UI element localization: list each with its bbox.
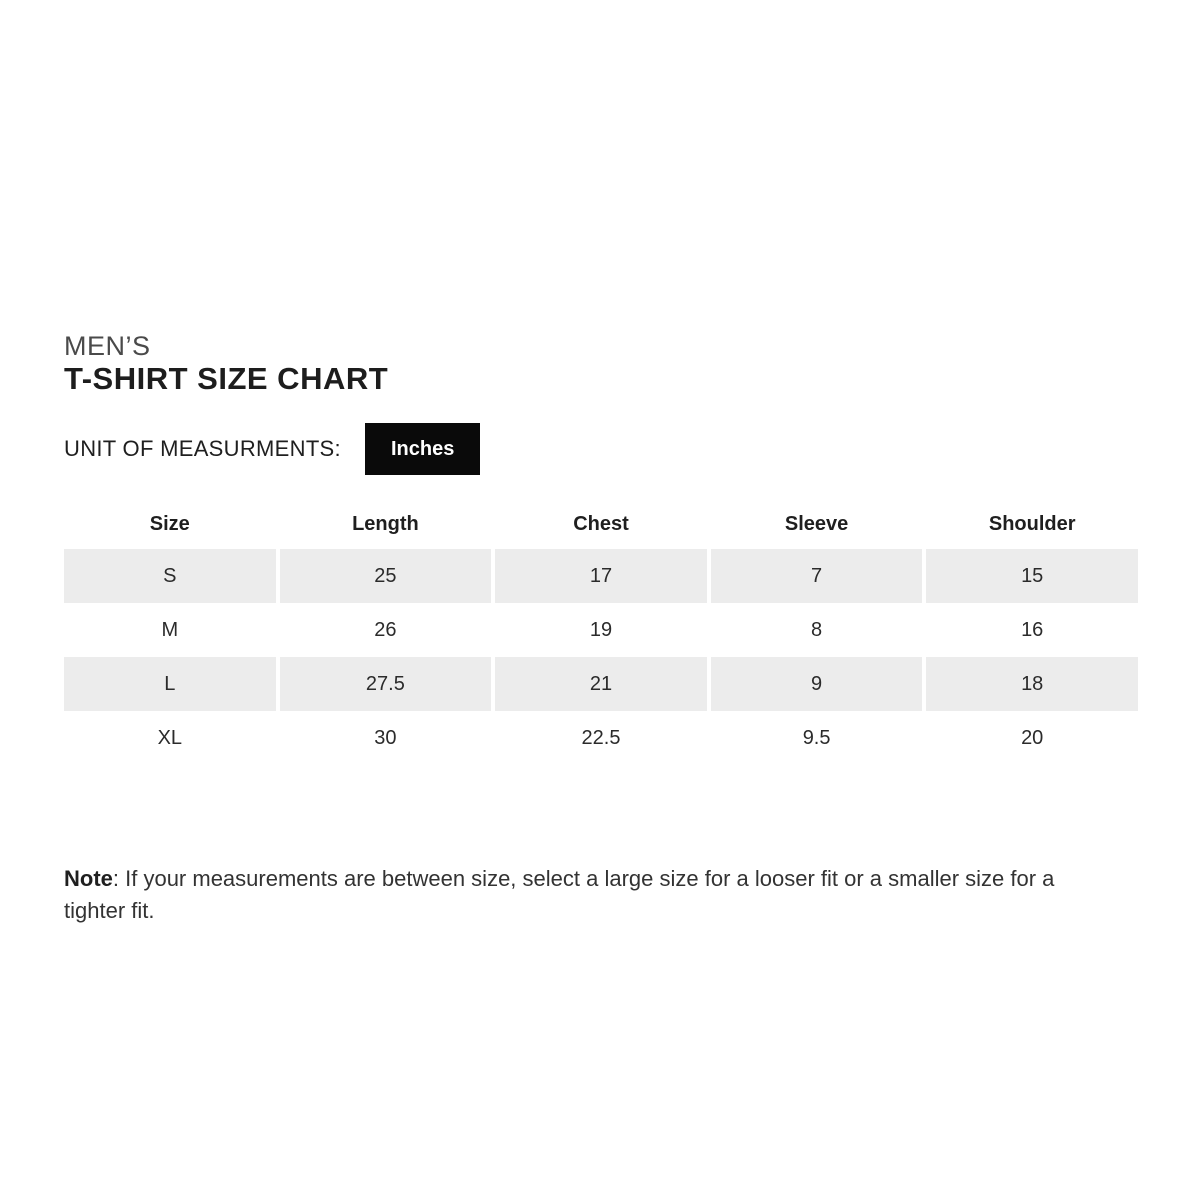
unit-of-measurement-label: UNIT OF MEASURMENTS: — [64, 436, 341, 461]
table-row-s — [64, 549, 1138, 603]
note-label: Note — [64, 866, 113, 891]
size-chart-table — [64, 499, 1138, 765]
table-row-xl — [64, 711, 1138, 765]
size-cell: L — [64, 657, 276, 711]
table-header-row — [64, 499, 1138, 549]
measurement-cell: 18 — [926, 657, 1138, 711]
measurement-cell: 15 — [926, 549, 1138, 603]
measurement-cell: 16 — [1021, 618, 1044, 641]
column-header-length: Length — [352, 512, 419, 535]
category-label: MEN’S — [64, 331, 151, 361]
note-body: : If your measurements are between size, select a large size for a looser fit or a smaller size for a tighter fit. — [64, 866, 1055, 923]
column-header-chest: Chest — [573, 512, 629, 535]
measurement-cell: 21 — [495, 657, 707, 711]
size-cell: M — [161, 618, 179, 641]
measurement-cell: 9.5 — [802, 726, 831, 749]
table-row-m — [64, 603, 1138, 657]
unit-inches-button[interactable]: Inches — [365, 423, 480, 475]
measurement-cell: 8 — [811, 618, 823, 641]
measurement-cell: 27.5 — [280, 657, 492, 711]
table-row-l — [64, 657, 1138, 711]
page-title: T-SHIRT SIZE CHART — [64, 361, 389, 396]
column-header-shoulder: Shoulder — [988, 512, 1076, 535]
measurement-cell: 17 — [495, 549, 707, 603]
measurement-cell: 26 — [374, 618, 397, 641]
measurement-cell: 19 — [589, 618, 613, 641]
measurement-cell: 9 — [711, 657, 923, 711]
measurement-cell: 7 — [711, 549, 923, 603]
measurement-cell: 20 — [1021, 726, 1044, 749]
column-header-sleeve: Sleeve — [784, 512, 849, 535]
table-body — [64, 549, 1138, 765]
measurement-cell: 22.5 — [581, 726, 621, 749]
note-text — [64, 863, 1104, 927]
measurement-cell: 25 — [280, 549, 492, 603]
measurement-cell: 30 — [374, 726, 397, 749]
size-cell: XL — [157, 726, 183, 749]
size-cell: S — [64, 549, 276, 603]
column-header-size: Size — [149, 512, 190, 535]
unit-of-measurement-row — [64, 423, 1141, 475]
